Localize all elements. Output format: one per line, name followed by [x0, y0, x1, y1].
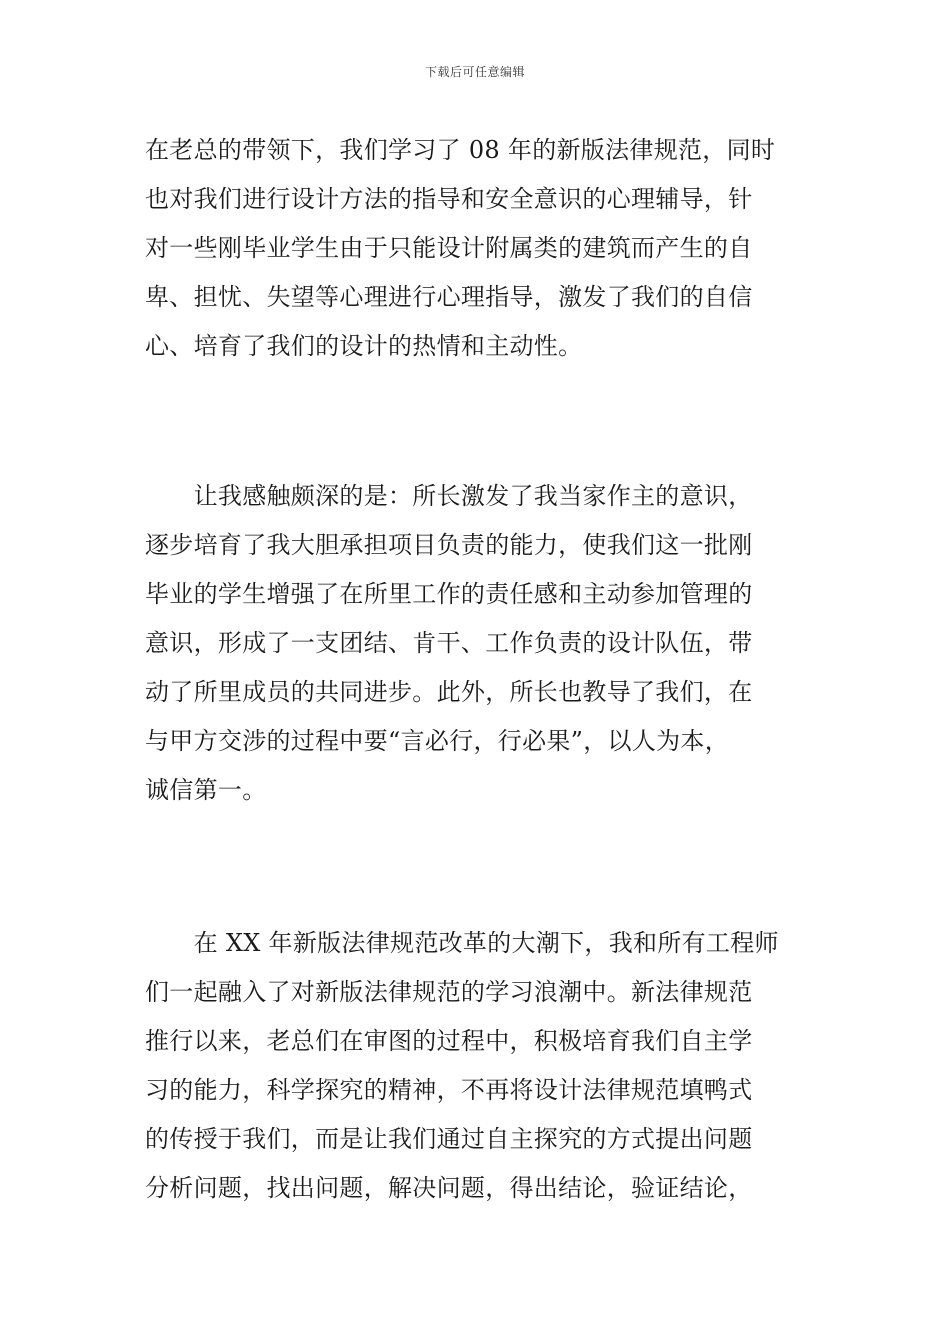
paragraph-line: 分析问题，找出问题，解决问题，得出结论，验证结论， [145, 1174, 753, 1202]
paragraph-3 [145, 919, 807, 1213]
paragraph-line: 让我感触颇深的是：所长激发了我当家作主的意识， [145, 482, 753, 510]
paragraph-2 [145, 472, 807, 815]
paragraph-1 [145, 126, 807, 371]
paragraph-line: 的传授于我们，而是让我们通过自主探究的方式提出问题 [145, 1125, 753, 1153]
header-note: 下载后可任意编辑 [424, 65, 525, 79]
paragraph-line: 与甲方交涉的过程中要“言必行，行必果”，以人为本， [145, 727, 730, 755]
paragraph-line: 心、培育了我们的设计的热情和主动性。 [145, 332, 583, 360]
paragraph-line: 们一起融入了对新版法律规范的学习浪潮中。新法律规范 [145, 978, 753, 1006]
paragraph-line: 毕业的学生增强了在所里工作的责任感和主动参加管理的 [145, 580, 753, 608]
paragraph-line: 推行以来，老总们在审图的过程中，积极培育我们自主学 [145, 1027, 753, 1055]
paragraph-line: 卑、担忧、失望等心理进行心理指导，激发了我们的自信 [145, 283, 753, 311]
paragraph-line: 诚信第一。 [145, 776, 267, 804]
paragraph-line: 也对我们进行设计方法的指导和安全意识的心理辅导，针 [145, 185, 753, 213]
paragraph-line: 意识，形成了一支团结、肯干、工作负责的设计队伍，带 [145, 629, 753, 657]
paragraph-line: 在 XX 年新版法律规范改革的大潮下，我和所有工程师 [145, 929, 779, 957]
paragraph-line: 逐步培育了我大胆承担项目负责的能力，使我们这一批刚 [145, 531, 753, 559]
paragraph-line: 习的能力，科学探究的精神，不再将设计法律规范填鸭式 [145, 1076, 753, 1104]
paragraph-line: 在老总的带领下，我们学习了 08 年的新版法律规范，同时 [145, 136, 776, 164]
paragraph-line: 对一些刚毕业学生由于只能设计附属类的建筑而产生的自 [145, 234, 753, 262]
paragraph-line: 动了所里成员的共同进步。此外，所长也教导了我们，在 [145, 678, 753, 706]
